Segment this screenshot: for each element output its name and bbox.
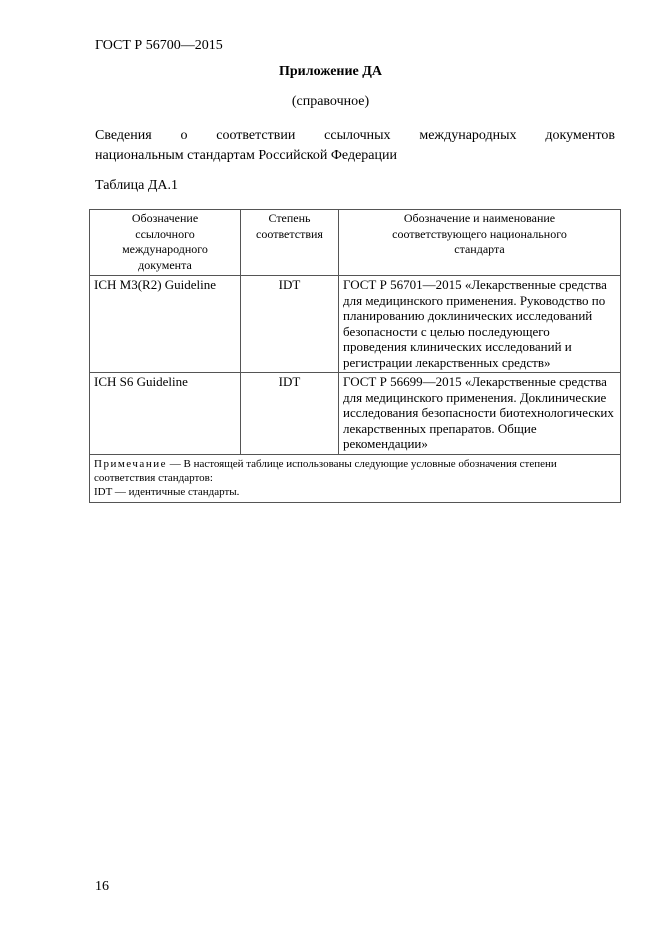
- table-note-row: [90, 454, 621, 502]
- row-degree: IDT: [241, 276, 339, 373]
- intro-line-2: национальным стандартам Российской Федерации: [95, 148, 397, 163]
- header-degree: Степень соответствия: [241, 210, 339, 276]
- header-international-document: Обозначение ссылочного международного документа: [90, 210, 241, 276]
- table-note: [90, 454, 621, 502]
- table-caption: Таблица ДА.1: [95, 178, 179, 193]
- table-header-row: [90, 210, 621, 276]
- row-document: ICH S6 Guideline: [90, 373, 241, 455]
- intro-paragraph: [95, 126, 615, 166]
- note-text: — В настоящей таблице использованы следующие условные обозначения степени соответствия стандартов:: [94, 457, 557, 484]
- standard-designation: ГОСТ Р 56700—2015: [95, 38, 223, 53]
- table-row: [90, 276, 621, 373]
- header-national-standard: Обозначение и наименование соответствующего национального стандарта: [339, 210, 621, 276]
- page-number: 16: [95, 879, 109, 894]
- row-document: ICH M3(R2) Guideline: [90, 276, 241, 373]
- note-legend: IDT — идентичные стандарты.: [94, 485, 240, 498]
- row-national-standard: ГОСТ Р 56699—2015 «Лекарственные средства для медицинского применения. Доклинические исследования безопасности биотехнологических лекарственных препаратов. Общие рекомендации»: [339, 373, 621, 455]
- intro-line-1: Сведения о соответствии ссылочных международных документов: [95, 128, 615, 143]
- row-degree: IDT: [241, 373, 339, 455]
- note-label: Примечание: [94, 457, 167, 470]
- correspondence-table: [89, 209, 621, 503]
- row-national-standard: ГОСТ Р 56701—2015 «Лекарственные средства для медицинского применения. Руководство по планированию доклинических исследований безопасности с целью последующего проведения клинических исследований и регистрации лекарственных средств»: [339, 276, 621, 373]
- annex-title: Приложение ДА: [278, 64, 383, 79]
- annex-subtitle: (справочное): [291, 94, 370, 109]
- table-row: [90, 373, 621, 455]
